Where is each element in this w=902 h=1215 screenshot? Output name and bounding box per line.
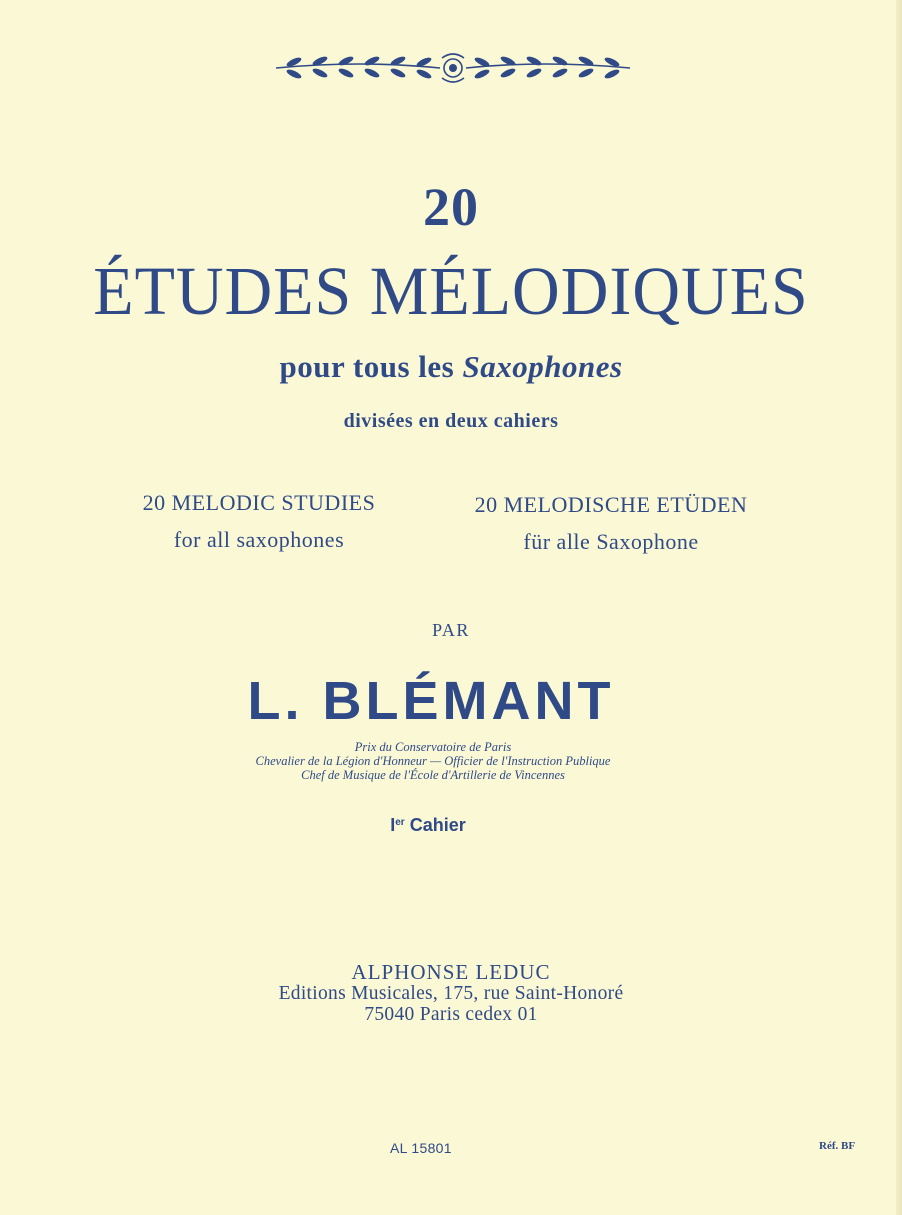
subtitle bbox=[0, 349, 902, 385]
page-title: ÉTUDES MÉLODIQUES bbox=[93, 253, 809, 330]
english-title-line1: 20 MELODIC STUDIES bbox=[142, 490, 376, 515]
volume-ordinal-suffix: er bbox=[395, 817, 405, 828]
publisher-block bbox=[0, 962, 902, 1025]
author-name: L. BLÉMANT bbox=[247, 671, 615, 731]
volume-word: Cahier bbox=[409, 815, 466, 835]
division-note: divisées en deux cahiers bbox=[343, 410, 559, 432]
reference-code: Réf. BF bbox=[819, 1140, 856, 1152]
credential-line: Chef de Musique de l'École d'Artillerie de Vincennes bbox=[301, 768, 565, 782]
german-title-line1: 20 MELODISCHE ETÜDEN bbox=[474, 492, 748, 517]
catalog-number: AL 15801 bbox=[390, 1140, 452, 1156]
subtitle-prefix: pour tous les bbox=[279, 349, 455, 384]
subtitle-instrument: Saxophones bbox=[462, 349, 623, 384]
english-title-line2: for all saxophones bbox=[173, 527, 345, 552]
study-count: 20 bbox=[423, 177, 479, 237]
german-title-block bbox=[446, 486, 776, 560]
publisher-address-line2: 75040 Paris cedex 01 bbox=[364, 1004, 538, 1025]
english-title-block bbox=[94, 484, 424, 558]
credential-line: Prix du Conservatoire de Paris bbox=[354, 740, 512, 754]
german-title-line2: für alle Saxophone bbox=[523, 529, 699, 554]
publisher-address-line1: Editions Musicales, 175, rue Saint-Honoré bbox=[278, 983, 624, 1004]
by-label: PAR bbox=[432, 620, 470, 640]
publisher-name: ALPHONSE LEDUC bbox=[351, 960, 551, 984]
laurel-garland-ornament-icon bbox=[272, 50, 634, 86]
credential-line: Chevalier de la Légion d'Honneur — Officier de l'Instruction Publique bbox=[255, 754, 611, 768]
volume-ordinal-number: I bbox=[390, 815, 396, 835]
volume-label bbox=[0, 815, 879, 836]
author-credentials bbox=[0, 740, 884, 782]
